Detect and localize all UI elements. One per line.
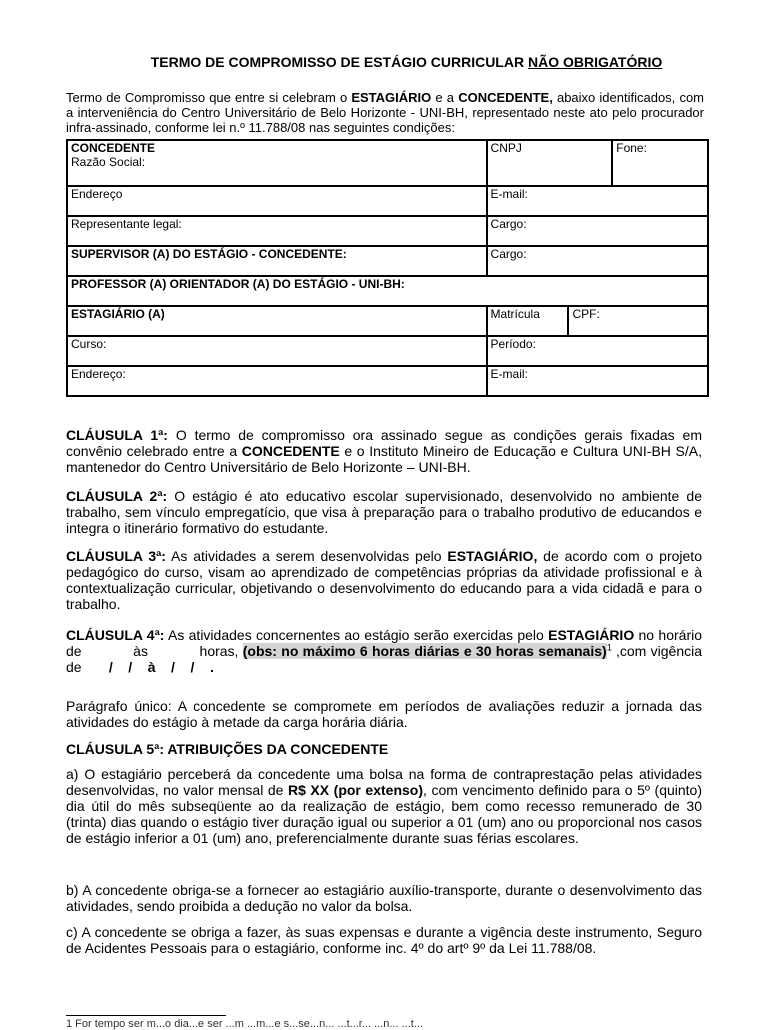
clausula-4-label: CLÁUSULA 4ª: <box>66 627 165 643</box>
clausula-2-label: CLÁUSULA 2ª: <box>66 488 168 504</box>
clausula-2-text: O estágio é ato educativo escolar supervisionado, desenvolvido no ambiente de trabalho, sem vínculo empregatício, que visa à preparação para o trabalho produtivo de educandos e integra o itinerário formativo do estudante. <box>66 488 703 536</box>
footnote <box>66 1018 423 1030</box>
professor-label: PROFESSOR (A) ORIENTADOR (A) DO ESTÁGIO - UNI-BH: <box>71 277 405 291</box>
estagiario-cell[interactable] <box>67 306 487 336</box>
email-label: E-mail: <box>490 187 528 201</box>
razao-social-label: Razão Social: <box>71 155 146 169</box>
clausula-4-estagiario: ESTAGIÁRIO <box>548 627 635 643</box>
clausula-3-label: CLÁUSULA 3ª: <box>66 548 166 564</box>
endereco-estagiario-cell[interactable] <box>67 366 487 396</box>
clausula-1-text-1: O termo de compromisso ora assinado segue as condições gerais fixadas em convênio celebrado entre a <box>66 427 702 459</box>
matricula-cell[interactable] <box>487 306 569 336</box>
fone-cell[interactable] <box>612 140 708 186</box>
intro-text-2: e a <box>431 90 459 105</box>
identification-table <box>66 139 709 397</box>
email-cell[interactable] <box>487 186 708 216</box>
professor-cell[interactable] <box>67 276 708 306</box>
intro-concedente: CONCEDENTE, <box>458 90 553 105</box>
cpf-cell[interactable] <box>568 306 708 336</box>
intro-text-1: Termo de Compromisso que entre si celebram o <box>66 90 352 105</box>
item-a-text-2: , com vencimento definido para o 5º (quinto) dia útil do mês subseqüente ao da realização de estágio, bem como recesso remunerado de 30 (trinta) dias quando o estágio tiver duração igual ou superior a 01 (um) ano ou proporcional nos casos de estágio inferior a 01 (um) ano, preferencialmente durante suas férias escolares. <box>66 782 702 846</box>
footnote-text: 1 For tempo ser m...o dia...e ser ...m ...m...e s...se...n... ...t...r... ...n... ...t... <box>66 1018 423 1030</box>
table-row <box>67 140 708 186</box>
endereco-estagiario-label: Endereço: <box>71 367 126 381</box>
title-main: TERMO DE COMPROMISSO DE ESTÁGIO CURRICULAR <box>150 54 528 70</box>
cargo-supervisor-cell[interactable] <box>487 246 708 276</box>
clausula-4-highlight: (obs: no máximo 6 horas diárias e 30 horas semanais) <box>242 643 607 659</box>
title-underlined: NÃO OBRIGATÓRIO <box>527 54 663 70</box>
clausula-1-label: CLÁUSULA 1ª: <box>66 427 168 443</box>
table-row <box>67 306 708 336</box>
item-c-text: c) A concedente se obriga a fazer, às suas expensas e durante a vigência deste instrumento, Seguro de Acidentes Pessoais para o estagiário, conforme inc. 4º do artº 9º da Lei 11.788/08. <box>66 924 702 956</box>
table-row <box>67 186 708 216</box>
curso-label: Curso: <box>71 337 107 351</box>
footnote-divider <box>66 1015 226 1016</box>
clausula-4-text-1: As atividades concernentes ao estágio serão exercidas pelo <box>164 627 549 643</box>
item-c <box>66 924 702 956</box>
cargo-cell[interactable] <box>487 216 708 246</box>
clausula-2 <box>66 488 702 536</box>
periodo-label: Período: <box>490 337 536 351</box>
endereco-cell[interactable] <box>67 186 487 216</box>
clausula-3 <box>66 548 702 612</box>
cnpj-cell[interactable] <box>487 140 613 186</box>
table-row <box>67 276 708 306</box>
item-b <box>66 882 702 914</box>
curso-cell[interactable] <box>67 336 487 366</box>
intro-text-3: abaixo identificados, com a interveniência do Centro Universitário de Belo Horizonte - UNI-BH, representado neste ato pelo procurador infra-assinado, conforme lei n.º 11.788/08 nas seguintes condições: <box>66 90 704 135</box>
cnpj-label: CNPJ <box>490 141 522 155</box>
estagiario-label: ESTAGIÁRIO (A) <box>71 307 165 321</box>
concedente-header: CONCEDENTE <box>71 141 156 155</box>
item-a <box>66 766 702 846</box>
supervisor-label: SUPERVISOR (A) DO ESTÁGIO - CONCEDENTE: <box>71 247 347 261</box>
clausula-4 <box>66 627 706 675</box>
cargo-label: Cargo: <box>490 217 527 231</box>
paragrafo-unico-text: Parágrafo único: A concedente se compromete em períodos de avaliações reduzir a jornada das atividades do estágio à metade da carga horária diária. <box>66 698 702 730</box>
supervisor-cell[interactable] <box>67 246 487 276</box>
clausula-3-text-2: de acordo com o projeto pedagógico do curso, visam ao aprendizado de competências próprias da atividade profissional e à contextualização curricular, objetivando o desenvolvimento do educando para a vida cidadã e para o trabalho. <box>66 548 702 612</box>
concedente-cell[interactable] <box>67 140 487 186</box>
periodo-cell[interactable] <box>487 336 708 366</box>
clausula-4-text-2: no horário de às horas, <box>66 627 706 659</box>
item-b-text: b) A concedente obriga-se a fornecer ao estagiário auxílio-transporte, durante o desenvolvimento das atividades, sendo proibida a dedução no valor da bolsa. <box>66 882 702 914</box>
cpf-label: CPF: <box>572 307 600 321</box>
paragrafo-unico <box>66 698 702 730</box>
table-row <box>67 216 708 246</box>
clausula-4-text-3: ,com vigência de <box>66 643 706 675</box>
document-title <box>0 54 768 70</box>
clausula-1-concedente: CONCEDENTE <box>241 443 340 459</box>
cargo-supervisor-label: Cargo: <box>490 247 527 261</box>
clausula-1 <box>66 427 702 475</box>
email-estagiario-label: E-mail: <box>490 367 528 381</box>
representante-cell[interactable] <box>67 216 487 246</box>
representante-label: Representante legal: <box>71 217 182 231</box>
clausula-1-text-2: e o Instituto Mineiro de Educação e Cultura UNI-BH S/A, mantenedor do Centro Universitário de Belo Horizonte – UNI-BH. <box>66 443 702 475</box>
clausula-4-dates: / / à / / . <box>108 659 214 675</box>
endereco-label: Endereço <box>71 187 123 201</box>
clausula-3-estagiario: ESTAGIÁRIO, <box>447 548 538 564</box>
item-a-text-1: a) O estagiário perceberá da concedente uma bolsa na forma de contraprestação pelas atividades desenvolvidas, no valor mensal de <box>66 766 702 798</box>
footnote-ref[interactable]: 1 <box>606 642 612 653</box>
table-row <box>67 246 708 276</box>
table-row <box>67 366 708 396</box>
item-a-valor: R$ XX (por extenso) <box>287 782 423 798</box>
intro-estagiario: ESTAGIÁRIO <box>351 90 432 105</box>
intro-paragraph <box>66 90 704 135</box>
table-row <box>67 336 708 366</box>
clausula-3-text-1: As atividades a serem desenvolvidas pelo <box>165 548 448 564</box>
fone-label: Fone: <box>616 141 647 155</box>
matricula-label: Matrícula <box>490 307 540 321</box>
email-estagiario-cell[interactable] <box>487 366 708 396</box>
clausula-5-heading-text: CLÁUSULA 5ª: ATRIBUIÇÕES DA CONCEDENTE <box>66 741 389 757</box>
clausula-5-heading <box>66 741 702 757</box>
